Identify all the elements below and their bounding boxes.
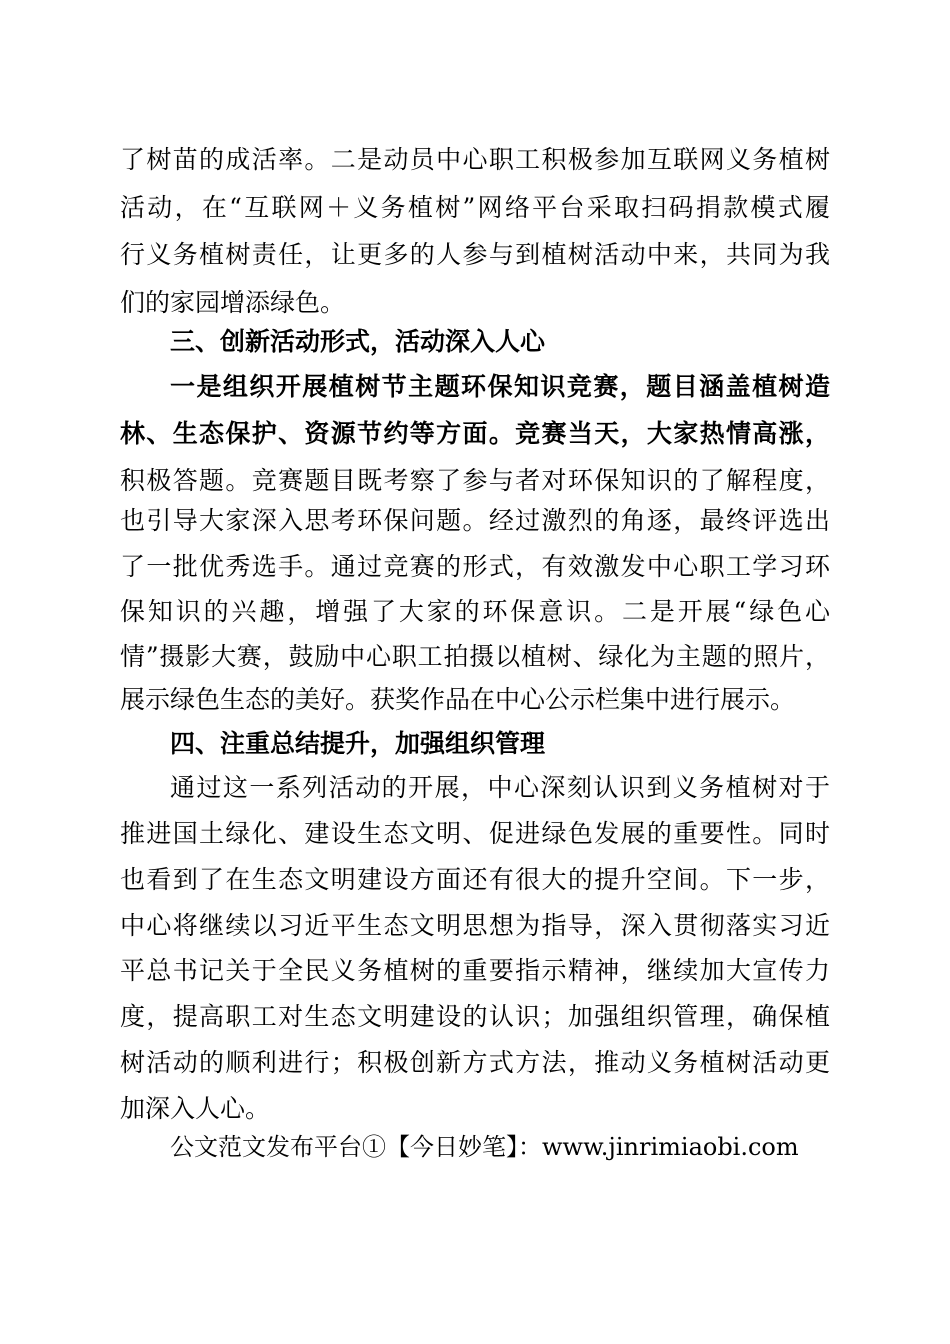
body-text-line: 也引导大家深入思考环保问题。经过激烈的角逐，最终评选出 xyxy=(120,506,830,535)
body-text-line: 平总书记关于全民义务植树的重要指示精神，继续加大宣传力 xyxy=(120,956,830,985)
body-text-line: 度，提高职工对生态文明建设的认识；加强组织管理，确保植 xyxy=(120,1002,830,1031)
body-text-line: 们的家园增添绿色。 xyxy=(120,288,346,317)
body-text-line: 树活动的顺利进行；积极创新方式方法，推动义务植树活动更 xyxy=(120,1048,830,1077)
body-text-line: 积极答题。竞赛题目既考察了参与者对环保知识的了解程度， xyxy=(120,466,830,495)
body-text-line: 林、生态保护、资源节约等方面。竞赛当天，大家热情高涨， xyxy=(120,419,830,448)
body-text-line: 也看到了在生态文明建设方面还有很大的提升空间。下一步， xyxy=(120,865,830,894)
body-text-line: 推进国土绿化、建设生态文明、促进绿色发展的重要性。同时 xyxy=(120,819,830,848)
body-text-line: 情”摄影大赛，鼓励中心职工拍摄以植树、绿化为主题的照片， xyxy=(120,642,830,671)
body-text-line: 活动，在“互联网＋义务植树”网络平台采取扫码捐款模式履 xyxy=(120,193,830,222)
body-text-line: 展示绿色生态的美好。获奖作品在中心公示栏集中进行展示。 xyxy=(120,685,796,714)
body-text-line: 加深入人心。 xyxy=(120,1094,271,1123)
body-text-line: 通过这一系列活动的开展，中心深刻认识到义务植树对于 xyxy=(170,773,830,802)
body-text-line: 了树苗的成活率。二是动员中心职工积极参加互联网义务植树 xyxy=(120,145,830,174)
body-text-line: 一是组织开展植树节主题环保知识竞赛，题目涵盖植树造 xyxy=(170,372,830,401)
body-text-line: 了一批优秀选手。通过竞赛的形式，有效激发中心职工学习环 xyxy=(120,552,830,581)
section-heading-4: 四、注重总结提升，加强组织管理 xyxy=(170,729,546,758)
body-text-line: 保知识的兴趣，增强了大家的环保意识。二是开展“绿色心 xyxy=(120,597,830,626)
body-text-line: 行义务植树责任，让更多的人参与到植树活动中来，共同为我 xyxy=(120,240,830,269)
body-text-line: 中心将继续以习近平生态文明思想为指导，深入贯彻落实习近 xyxy=(120,911,830,940)
footer-platform-link: 公文范文发布平台①【今日妙笔】：www.jinrimiaobi.com xyxy=(170,1133,799,1161)
section-heading-3: 三、创新活动形式，活动深入人心 xyxy=(170,327,546,356)
